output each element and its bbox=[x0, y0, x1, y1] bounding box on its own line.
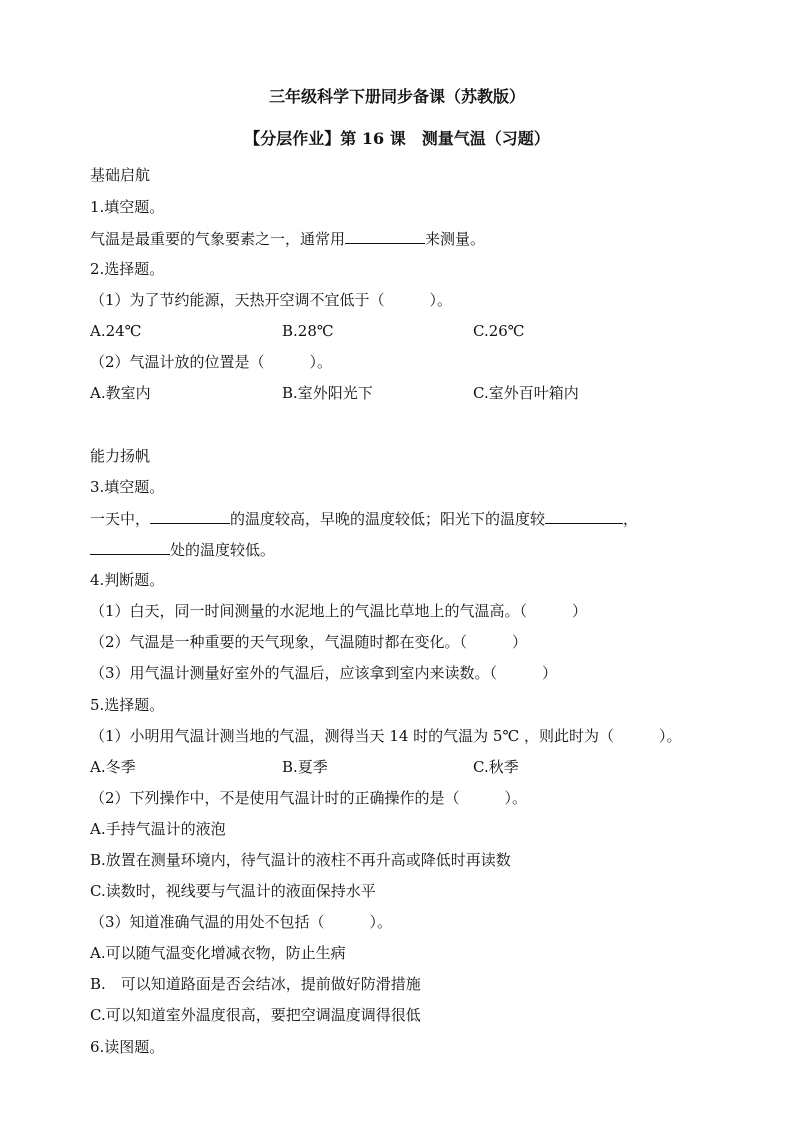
q3-blank-1[interactable] bbox=[150, 508, 230, 524]
q3-part4: 处的温度较低。 bbox=[170, 541, 276, 559]
q3-text-line1 bbox=[90, 508, 638, 529]
q6-heading: 6.读图题。 bbox=[90, 1038, 165, 1056]
q2-sub2-question: （2）气温计放的位置是（ ）。 bbox=[90, 353, 333, 371]
page-title: 三年级科学下册同步备课（苏教版） bbox=[268, 87, 525, 106]
q2-sub1-option-a[interactable]: A.24℃ bbox=[90, 322, 142, 340]
q1-text bbox=[90, 228, 485, 249]
q5-sub3-option-c[interactable]: C.可以知道室外温度很高，要把空调温度调得很低 bbox=[90, 1006, 421, 1024]
q2-heading: 2.选择题。 bbox=[90, 260, 165, 278]
q3-heading: 3.填空题。 bbox=[90, 478, 165, 496]
q5-sub1-question: （1）小明用气温计测当地的气温，测得当天 14 时的气温为 5℃ ，则此时为（ ）。 bbox=[90, 727, 682, 745]
q4-item-3[interactable]: （3）用气温计测量好室外的气温后，应该拿到室内来读数。（ ） bbox=[90, 664, 558, 682]
q5-sub1-option-b[interactable]: B.夏季 bbox=[282, 758, 328, 776]
q1-heading: 1.填空题。 bbox=[90, 198, 165, 216]
page-subtitle: 【分层作业】第 16 课 测量气温（习题） bbox=[244, 129, 550, 148]
q5-sub1-option-a[interactable]: A.冬季 bbox=[90, 758, 136, 776]
q5-sub1-option-c[interactable]: C.秋季 bbox=[473, 758, 519, 776]
section-ability-heading: 能力扬帆 bbox=[90, 447, 151, 465]
q2-sub1-option-c[interactable]: C.26℃ bbox=[473, 322, 525, 340]
q3-blank-2[interactable] bbox=[545, 508, 623, 524]
q2-sub2-option-c[interactable]: C.室外百叶箱内 bbox=[473, 384, 579, 402]
q3-part3: ， bbox=[623, 510, 639, 528]
q5-sub2-option-a[interactable]: A.手持气温计的液泡 bbox=[90, 820, 226, 838]
q1-text-after: 来测量。 bbox=[425, 230, 486, 248]
q1-answer-blank[interactable] bbox=[345, 228, 425, 244]
q2-sub2-option-b[interactable]: B.室外阳光下 bbox=[282, 384, 373, 402]
q5-heading: 5.选择题。 bbox=[90, 696, 165, 714]
q4-heading: 4.判断题。 bbox=[90, 571, 165, 589]
q3-blank-3[interactable] bbox=[90, 539, 170, 555]
q2-sub2-option-a[interactable]: A.教室内 bbox=[90, 384, 151, 402]
q5-sub3-option-b[interactable]: B. 可以知道路面是否会结冰，提前做好防滑措施 bbox=[90, 975, 421, 993]
section-basic-heading: 基础启航 bbox=[90, 166, 151, 184]
q4-item-1[interactable]: （1）白天，同一时间测量的水泥地上的气温比草地上的气温高。（ ） bbox=[90, 602, 588, 620]
q3-text-line2 bbox=[90, 539, 275, 560]
q3-part1: 一天中， bbox=[90, 510, 151, 528]
q3-part2: 的温度较高，早晚的温度较低；阳光下的温度较 bbox=[230, 510, 546, 528]
q5-sub2-option-b[interactable]: B.放置在测量环境内，待气温计的液柱不再升高或降低时再读数 bbox=[90, 851, 511, 869]
q5-sub3-option-a[interactable]: A.可以随气温变化增减衣物，防止生病 bbox=[90, 944, 346, 962]
q5-sub3-question: （3）知道准确气温的用处不包括（ ）。 bbox=[90, 913, 393, 931]
q5-sub2-question: （2）下列操作中，不是使用气温计时的正确操作的是（ ）。 bbox=[90, 789, 528, 807]
q2-sub1-option-b[interactable]: B.28℃ bbox=[282, 322, 334, 340]
q1-text-before: 气温是最重要的气象要素之一，通常用 bbox=[90, 230, 346, 248]
q5-sub2-option-c[interactable]: C.读数时，视线要与气温计的液面保持水平 bbox=[90, 882, 376, 900]
q4-item-2[interactable]: （2）气温是一种重要的天气现象，气温随时都在变化。（ ） bbox=[90, 633, 528, 651]
q2-sub1-question: （1）为了节约能源，天热开空调不宜低于（ ）。 bbox=[90, 291, 453, 309]
